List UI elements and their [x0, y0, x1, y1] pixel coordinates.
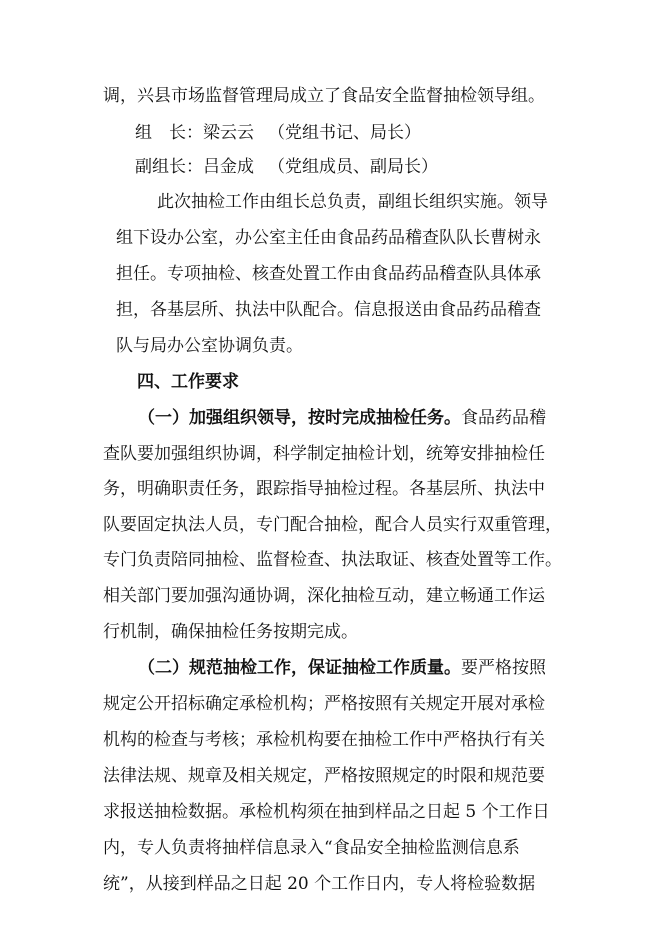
deputy-label: 副组长： — [135, 157, 203, 177]
para1-line-3: 担任。专项抽检、核查处置工作由食品药品稽查队具体承 — [116, 264, 541, 284]
s1-line-5: 专门负责陪同抽检、监督检查、执法取证、核查处置等工作。 — [103, 550, 562, 570]
para1-line-2: 组下设办公室，办公室主任由食品药品稽查队队长曹树永 — [116, 228, 541, 248]
s1-line-7: 行机制，确保抽检任务按期完成。 — [103, 622, 358, 642]
deputy-title: （党组成员、副局长） — [268, 157, 438, 177]
s1-line-4: 队要固定执法人员，专门配合抽检，配合人员实行双重管理， — [103, 515, 562, 535]
leader-title: （党组书记、局长） — [268, 123, 421, 143]
leader-name: 梁云云 — [203, 123, 254, 143]
s2-bold-heading: （二）规范抽检工作，保证抽检工作质量。 — [138, 658, 461, 678]
s2-line-6: 内，专人负责将抽样信息录入“食品安全抽检监测信息系 — [103, 838, 520, 858]
s2-line-5: 求报送抽检数据。承检机构须在抽到样品之日起 5 个工作日 — [103, 802, 550, 822]
s2-line-1-rest: 要严格按照 — [461, 658, 546, 678]
s1-bold-heading: （一）加强组织领导，按时完成抽检任务。 — [138, 408, 461, 428]
leader-row — [135, 121, 421, 145]
s1-line-6: 相关部门要加强沟通协调，深化抽检互动，建立畅通工作运 — [103, 586, 545, 606]
deputy-row — [135, 155, 438, 179]
para1-line-4: 担，各基层所、执法中队配合。信息报送由食品药品稽查 — [116, 300, 541, 320]
section-4-heading: 四、工作要求 — [137, 372, 239, 392]
s1-line-1 — [138, 406, 546, 430]
s2-line-7: 统”，从接到样品之日起 20 个工作日内，专人将检验数据 — [103, 874, 536, 894]
text-line-1: 调，兴县市场监督管理局成立了食品安全监督抽检领导组。 — [103, 86, 545, 106]
s1-line-2: 查队要加强组织协调，科学制定抽检计划，统筹安排抽检任 — [103, 444, 545, 464]
para1-line-5: 队与局办公室协调负责。 — [116, 336, 303, 356]
s1-line-3: 务，明确职责任务，跟踪指导抽检过程。各基层所、执法中 — [103, 479, 545, 499]
s2-line-1 — [138, 656, 546, 680]
para1-line-1: 此次抽检工作由组长总负责，副组长组织实施。领导 — [157, 192, 548, 212]
s2-line-4: 法律法规、规章及相关规定，严格按照规定的时限和规范要 — [103, 766, 545, 786]
deputy-name: 吕金成 — [203, 157, 254, 177]
s2-line-3: 机构的检查与考核；承检机构要在抽检工作中严格执行有关 — [103, 730, 545, 750]
s1-line-1-rest: 食品药品稽 — [461, 408, 546, 428]
leader-label: 组 长： — [135, 123, 203, 143]
s2-line-2: 规定公开招标确定承检机构；严格按照有关规定开展对承检 — [103, 694, 545, 714]
